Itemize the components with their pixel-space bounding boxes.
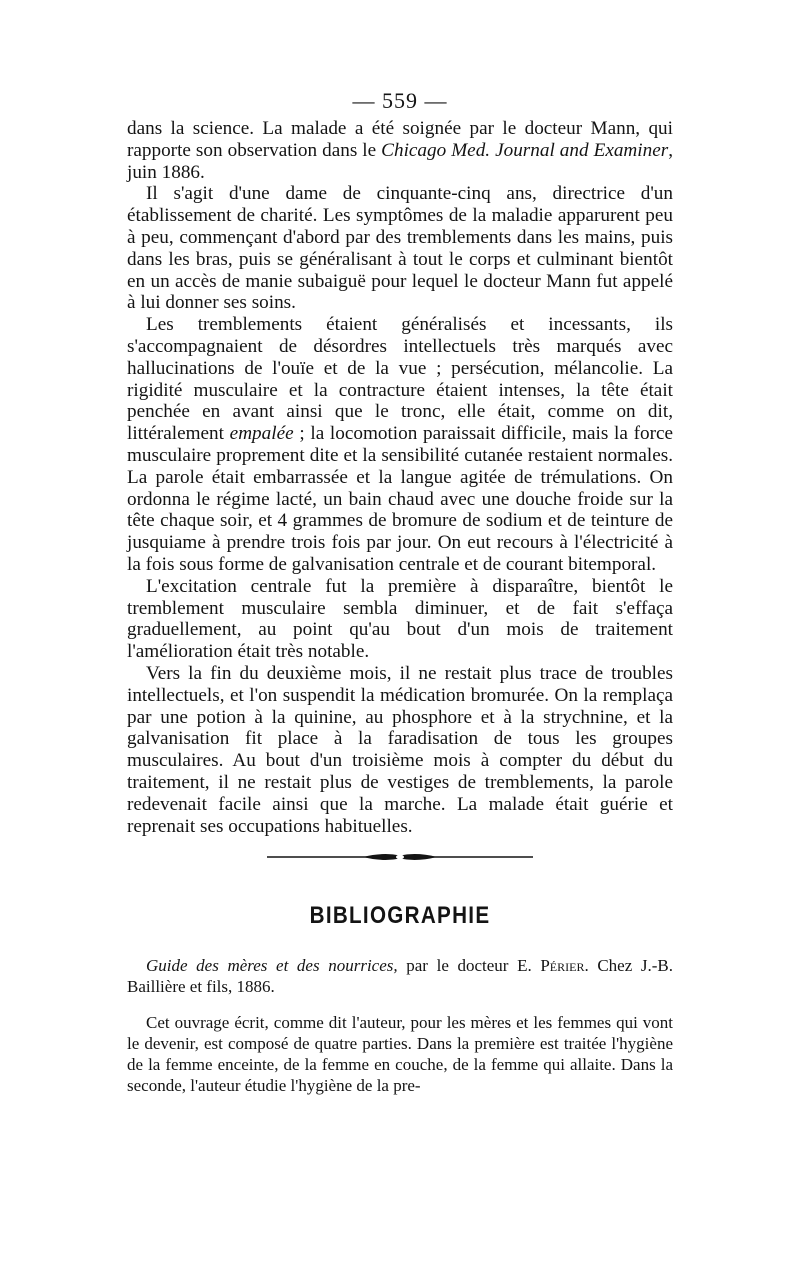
paragraph-continuation — [127, 118, 673, 183]
text-run: dans la science. La malade a été soignée par le docteur Mann, qui rapporte son observation dans le — [127, 118, 673, 161]
text-run: Les tremblements étaient généralisés et incessants, ils s'accompagnaient de désordres intellectuels très marqués avec hallucinations de l'ouïe et de la vue ; persécution, mélancolie. La rigidité musculaire et la contracture étaient intenses, la tête était penchée en avant ainsi que le tronc, elle était, comme on dit, littéralement — [127, 314, 673, 445]
paragraph-improvement: L'excitation centrale fut la première à disparaître, bientôt le tremblement musculaire sembla diminuer, et de fait s'effaça graduellement, au point qu'au bout d'un mois de traitement l'amélioration était très notable. — [127, 575, 673, 663]
text-run: , juin 1886. — [127, 139, 673, 183]
paragraph-recovery: Vers la fin du deuxième mois, il ne restait plus trace de troubles intellectuels, et l'on suspendit la médication bromurée. On la remplaça par une potion à la quinine, au phosphore et à la strychnine, et la galvanisation fit place à la faradisation de tous les groupes musculaires. Au bout d'un troisième mois à compter du début du traitement, il ne restait plus de vestiges de tremblements, la parole redevenait facile ainsi que la marche. La malade était guérie et reprenait ses occupations habituelles. — [127, 662, 673, 837]
review-paragraph: Cet ouvrage écrit, comme dit l'auteur, pour les mères et les femmes qui vont le devenir, est composé de quatre parties. Dans la première est traitée l'hygiène de la femme enceinte, de la femme en couche, de la femme qui allaite. Dans la seconde, l'auteur étudie l'hygiène de la pre- — [127, 1013, 673, 1095]
ornamental-rule — [267, 852, 533, 862]
section-title: BIBLIOGRAPHIE — [309, 902, 491, 929]
bibliography-text — [127, 955, 673, 1096]
book-title: Guide des mères et des nourrices, — [146, 956, 398, 975]
text-run: par le docteur E. — [397, 956, 541, 975]
text-run: . Chez J.-B. Baillière et fils, 1886. — [127, 956, 674, 996]
paragraph-symptoms — [127, 314, 673, 576]
author-name: Périer — [540, 956, 585, 975]
page-number: — 559 — — [352, 88, 448, 113]
paragraph-patient: Il s'agit d'une dame de cinquante-cinq ans, directrice d'un établissement de charité. Les symptômes de la maladie apparurent peu à peu, commençant d'abord par des tremblements dans les mains, puis dans les bras, puis se généralisant à tout le corps et culminant bientôt en un accès de manie subaiguë pour lequel le docteur Mann fut appelé à lui donner ses soins. — [127, 183, 673, 314]
emphasis-word: empalée — [229, 423, 294, 445]
bibliography-reference — [127, 955, 673, 997]
case-report-text — [127, 118, 673, 837]
text-run: ; la locomotion paraissait difficile, mais la force musculaire proprement dite et la sensibilité cutanée restaient normales. La parole était embarrassée et la langue agitée de trémulations. On ordonna le régime lacté, un bain chaud avec une douche froide sur la tête chaque soir, et 4 grammes de bromure de sodium et de teinture de jusquiame à prendre trois fois par jour. On eut recours à l'électricité à la fois sous forme de galvanisation centrale et de courant bitemporal. — [127, 423, 673, 575]
journal-title: Chicago Med. Journal and Examiner — [381, 139, 669, 161]
